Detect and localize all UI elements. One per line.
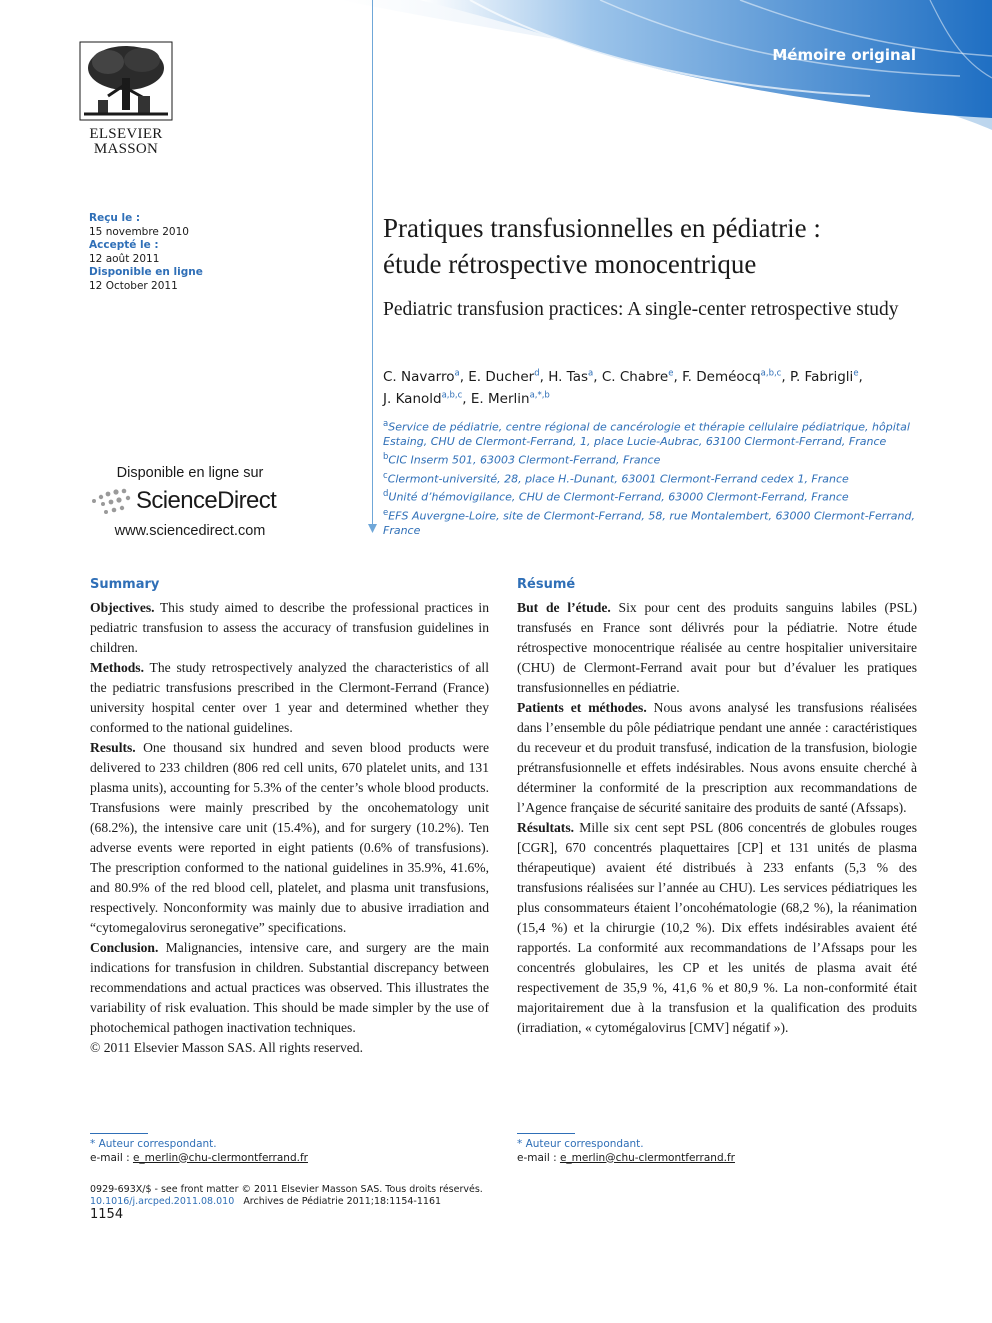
affiliation-item: $^d$Unité d’hémovigilance, CHU de Clermont-Ferrand, 63000 Clermont-Ferrand, France [383,489,849,504]
available-online-text: Disponible en ligne sur [116,465,264,481]
email-link[interactable]: e_merlin@chu-clermontferrand.fr [559,1151,735,1164]
sciencedirect-dots-icon [90,487,136,519]
divider-arrow-icon [368,524,377,534]
sciencedirect-block [90,465,290,539]
author-item: C. Chabre$^e$, [601,368,683,385]
received-label: Reçu le : [89,212,141,224]
doi-link[interactable]: 10.1016/j.arcped.2011.08.010 [90,1196,235,1207]
author-list [383,364,923,409]
accepted-label: Accepté le : [89,239,159,251]
summary-conclusion: Conclusion. Malignancies, intensive care, and surgery are the main indications for transfusion in children. Substantial discrepancy between recommendations and actual practices was observed. This illustrates the variability of risk evaluation. This should be made simpler by the use of photochemical pathogen inactivation techniques. [90,940,489,1035]
resume-body [517,598,917,1038]
resume-methodes: Patients et méthodes. Nous avons analysé les transfusions réalisées dans l’ensemble du pôle pédiatrique pendant une année : caractéristiques du receveur et du produit transfusé, indication de la transfusion, biologie prétransfusionnelle et effets indésirables. Nous avons ensuite cherché à déterminer la conformité de la prescription aux recommandations de l’Agence française de sécurité sanitaire des produits de santé (Afssaps). [517,700,917,815]
correspondence-left: * Auteur correspondant. e-mail : e_merlin@chu-clermontferrand.fr [90,1138,308,1164]
resume-resultats: Résultats. Mille six cent sept PSL (806 concentrés de globules rouges [CGR], 670 concentrés plaquettaires [CP] et 131 unités de plasma thérapeutique) avaient été distribués à 233 enfants (5,3 % des transfusions réalisées sur l’année au CHU). Les services pédiatriques les plus consommateurs étaient l’oncohématologie (68,2 %), la réanimation (15,4 %) et la chirurgie (10,2 %). Dix effets indésirables avaient été rapportés. La conformité aux recommandations de l’Afssaps pour les concentrés globulaires, les CP et les unités de plasma avait été respectivement de 35,9 %, 41,6 % et 80,9 %. La non-conformité était majoritairement due à la transfusion et la qualification des produits (irradiation, « cytomégalovirus [CMV] négatif »). [517,820,917,1035]
author-item: P. Fabrigli$^e$, [789,368,863,385]
journal-citation: Archives de Pédiatrie 2011;18:1154-1161 [243,1196,442,1207]
correspondence-right: * Auteur correspondant. e-mail : e_merlin@chu-clermontferrand.fr [517,1138,735,1164]
footnote-rule-right [517,1133,575,1134]
issn-line: 0929-693X/$ - see front matter © 2011 Elsevier Masson SAS. Tous droits réservés. [90,1184,483,1195]
summary-heading: Summary [90,577,160,592]
page-number: 1154 [90,1207,124,1222]
publisher-name-line2: MASSON [93,141,159,157]
summary-copyright: © 2011 Elsevier Masson SAS. All rights reserved. [90,1040,363,1055]
publisher-name-line1: ELSEVIER [89,126,163,142]
author-item: J. Kanold$^{a,b,c}$, [383,390,471,407]
publication-footer [90,1184,483,1208]
article-title [383,210,943,282]
accepted-date: 12 août 2011 [89,252,160,265]
summary-results: Results. One thousand six hundred and seven blood products were delivered to 233 children (806 red cell units, 670 platelet units, and 131 plasma units), accounting for 5.3% of the center’s whole blood products. Transfusions were mainly prescribed by the oncohematology unit (68.2%), the intensive care unit (15.4%), and for surgery (10.2%). Ten adverse events were reported in eight patients (0.6% of transfusions). The prescription conformed to the national guidelines in 35.9%, 41.6%, and 80.9% of the red blood cell, platelet, and plasma unit transfusions, respectively. Nonconformity was mainly due to abusive irradiation and “cytomegalovirus seronegative” specifications. [90,740,489,935]
author-item: C. Navarro$^a$, [383,368,469,385]
footnote-rule-left [90,1133,148,1134]
title-line-2: étude rétrospective monocentrique [383,249,757,279]
author-item: E. Merlin$^{a,*,b}$ [470,390,550,407]
affiliation-item: $^c$Clermont-université, 28, place H.-Dunant, 63001 Clermont-Ferrand cedex 1, France [383,470,849,486]
online-label: Disponible en ligne [89,266,203,278]
article-type-label: Mémoire original [772,46,916,64]
affiliation-item: $^b$CIC Inserm 501, 63003 Clermont-Ferrand, France [383,452,661,467]
online-date: 12 October 2011 [89,279,178,292]
publisher-logo [78,40,174,157]
title-line-1: Pratiques transfusionnelles en pédiatrie : [383,213,821,243]
resume-heading: Résumé [517,577,576,592]
summary-methods: Methods. The study retrospectively analyzed the characteristics of all the pediatric transfusions prescribed in the Clermont-Ferrand (France) university hospital center over 1 year and determined whether they conformed to the national guidelines. [90,660,489,735]
article-subtitle: Pediatric transfusion practices: A single-center retrospective study [383,299,899,320]
summary-body [90,598,489,1058]
sciencedirect-brand: ScienceDirect [136,487,277,514]
summary-objectives: Objectives. This study aimed to describe the professional practices in pediatric transfusion to assess the accuracy of transfusion guidelines in children. [90,600,489,655]
affiliation-item: $^a$Service de pédiatrie, centre régional de cancérologie et thérapie cellulaire pédiatrique, hôpital Estaing, CHU de Clermont-Ferrand, 1, place Lucie-Aubrac, 63100 Clermont-Ferrand, France [383,419,910,449]
sciencedirect-url[interactable]: www.sciencedirect.com [114,523,266,539]
article-dates [89,212,203,293]
author-item: E. Ducher$^d$, [468,368,549,385]
received-date: 15 novembre 2010 [89,225,189,238]
elsevier-tree-icon [78,40,174,122]
resume-but: But de l’étude. Six pour cent des produits sanguins labiles (PSL) transfusés en France sont délivrés pour la pédiatrie. Notre étude rétrospective monocentrique réalisée au centre hospitalier universitaire (CHU) de Clermont-Ferrand avait pour but d’évaluer les pratiques transfusionnelles en pédiatrie. [517,600,917,695]
corresponding-author-label: * Auteur correspondant. [517,1138,644,1150]
vertical-divider [372,0,373,528]
affiliation-item: $^e$EFS Auvergne-Loire, site de Clermont-Ferrand, 58, rue Montalembert, 63000 Clermont-Ferrand, France [383,507,915,538]
affiliation-list [383,417,928,539]
email-link[interactable]: e_merlin@chu-clermontferrand.fr [132,1151,308,1164]
author-item: H. Tas$^a$, [548,368,602,385]
author-item: F. Deméocq$^{a,b,c}$, [682,368,790,385]
corresponding-author-label: * Auteur correspondant. [90,1138,217,1150]
